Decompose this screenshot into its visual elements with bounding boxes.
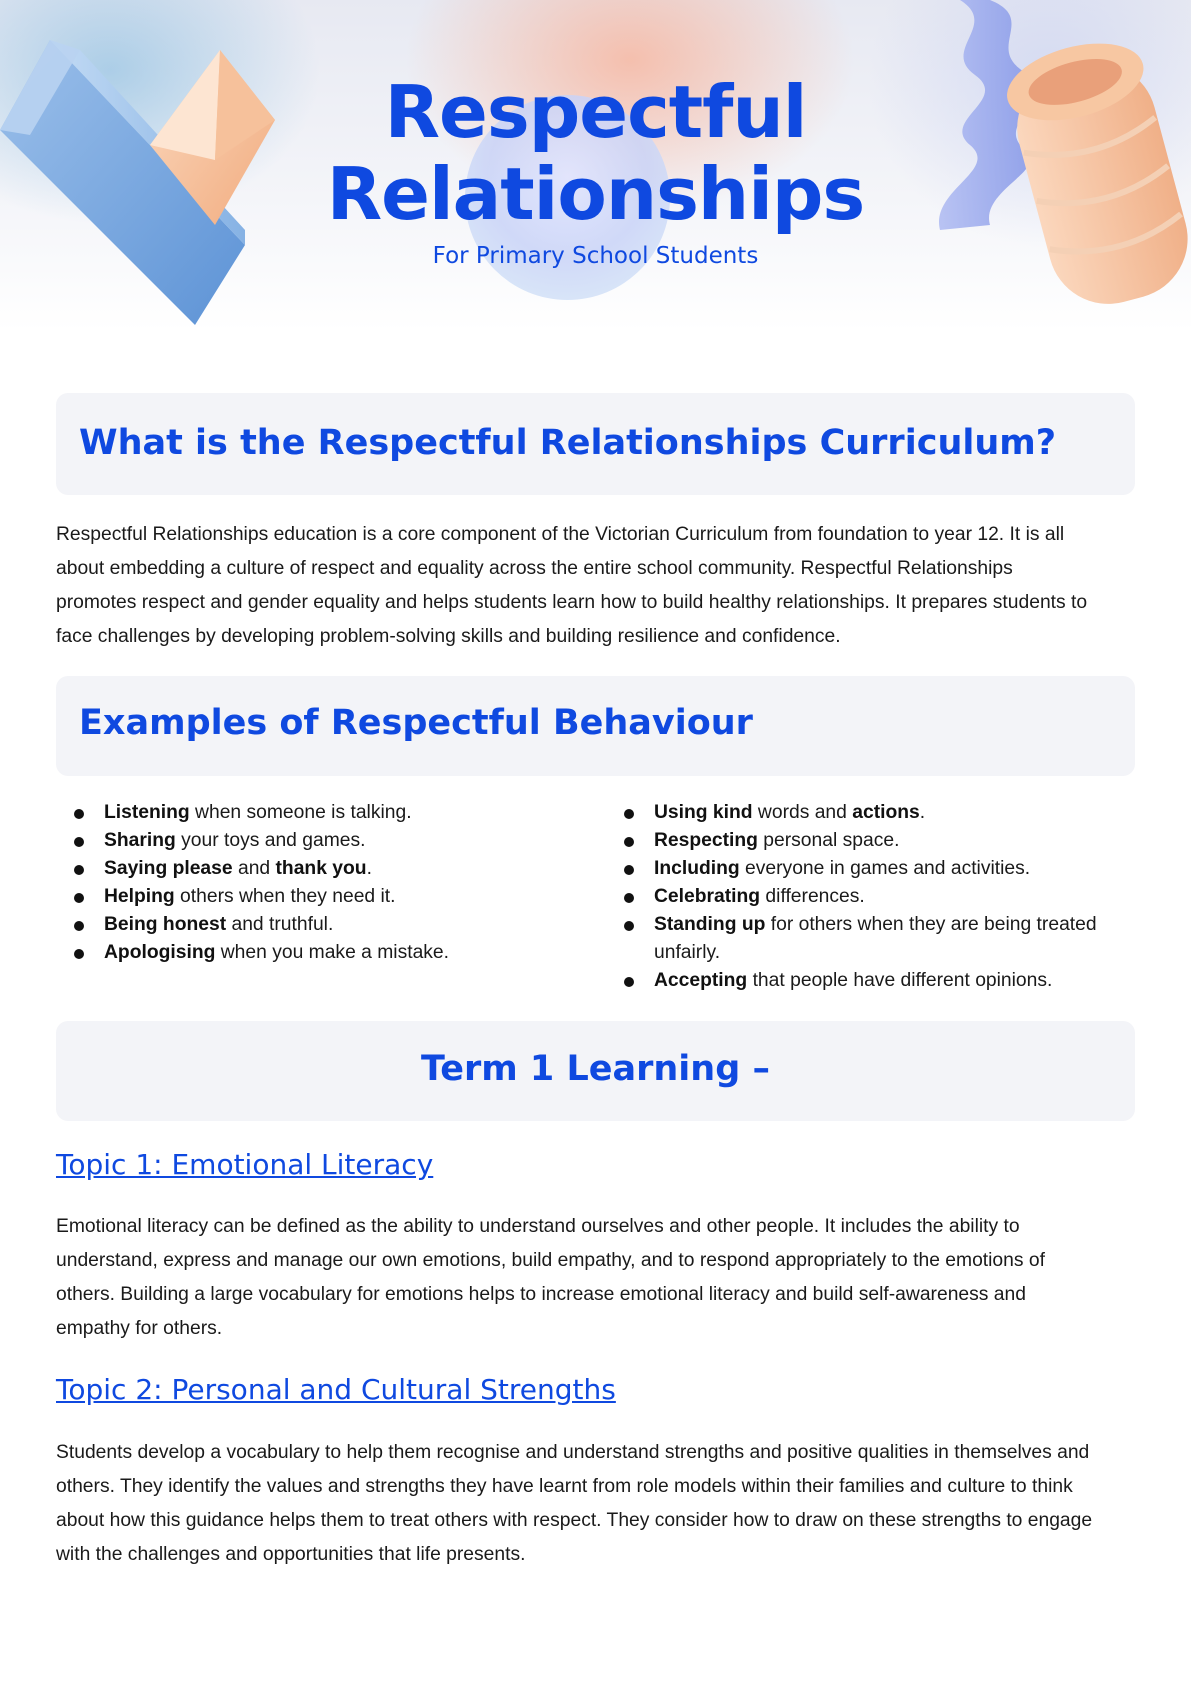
- bullet-icon: [624, 893, 634, 903]
- text-line: others. Building a large vocabulary for emotions helps to increase emotional literacy and build self-awareness and: [56, 1284, 1026, 1305]
- curriculum-paragraph: [56, 518, 1136, 654]
- bullet-icon: [624, 977, 634, 987]
- bullet-icon: [74, 865, 84, 875]
- examples-heading-banner: [56, 676, 1135, 776]
- topic-2-link[interactable]: Topic 2: Personal and Cultural Strengths: [56, 1373, 616, 1406]
- list-item: Accepting that people have different opinions.: [606, 967, 1126, 995]
- bullet-icon: [74, 893, 84, 903]
- list-item: Standing up for others when they are being treated unfairly.: [606, 911, 1126, 967]
- bullet-icon: [624, 865, 634, 875]
- topic-2-paragraph: [56, 1436, 1136, 1572]
- text-line: Students develop a vocabulary to help them recognise and understand strengths and positive qualities in themselves and: [56, 1442, 1090, 1463]
- text-line: Respectful Relationships education is a core component of the Victorian Curriculum from foundation to year 12. It is all: [56, 524, 1065, 545]
- list-item: Using kind words and actions.: [606, 799, 1126, 827]
- bullet-icon: [74, 949, 84, 959]
- list-item: Listening when someone is talking.: [56, 799, 576, 827]
- bullet-icon: [74, 921, 84, 931]
- term-heading-banner: [56, 1021, 1135, 1121]
- text-line: understand, express and manage our own emotions, build empathy, and to respond appropriately to the emotions of: [56, 1250, 1045, 1271]
- text-line: Emotional literacy can be defined as the ability to understand ourselves and other people. It includes the ability to: [56, 1216, 1020, 1237]
- text-line: empathy for others.: [56, 1318, 223, 1339]
- list-item: Including everyone in games and activities.: [606, 855, 1126, 883]
- list-item: Helping others when they need it.: [56, 883, 576, 911]
- topic-1-link[interactable]: Topic 1: Emotional Literacy: [56, 1148, 434, 1181]
- list-item: Apologising when you make a mistake.: [56, 939, 576, 967]
- text-line: about embedding a culture of respect and equality across the entire school community. Respectful Relationships: [56, 558, 1013, 579]
- page-title-line-1: Respectful: [384, 70, 807, 154]
- topic-1-paragraph: [56, 1210, 1136, 1346]
- list-item: Saying please and thank you.: [56, 855, 576, 883]
- bullet-icon: [624, 837, 634, 847]
- hero-header: [0, 0, 1191, 360]
- bullet-icon: [624, 921, 634, 931]
- text-line: face challenges by developing problem-solving skills and building resilience and confidence.: [56, 626, 841, 647]
- page-title-line-2: Relationships: [326, 152, 865, 236]
- text-line: others. They identify the values and strengths they have learnt from role models within their families and culture to think: [56, 1476, 1073, 1497]
- list-item: Sharing your toys and games.: [56, 827, 576, 855]
- text-line: promotes respect and gender equality and helps students learn how to build healthy relationships. It prepares students to: [56, 592, 1088, 613]
- bullet-icon: [74, 809, 84, 819]
- page-subtitle: For Primary School Students: [432, 243, 759, 269]
- list-item: Being honest and truthful.: [56, 911, 576, 939]
- term-heading: Term 1 Learning –: [421, 1049, 770, 1089]
- examples-heading: Examples of Respectful Behaviour: [79, 703, 753, 743]
- list-item: Respecting personal space.: [606, 827, 1126, 855]
- text-line: with the challenges and opportunities that life presents.: [56, 1544, 526, 1565]
- examples-list-left: [56, 799, 576, 967]
- examples-list-right: [606, 799, 1126, 995]
- bullet-icon: [624, 809, 634, 819]
- curriculum-heading-banner: [56, 393, 1135, 495]
- text-line: about how this guidance helps them to treat others with respect. They consider how to draw on these strengths to engage: [56, 1510, 1093, 1531]
- list-item: Celebrating differences.: [606, 883, 1126, 911]
- curriculum-heading: What is the Respectful Relationships Curriculum?: [79, 423, 1057, 463]
- bullet-icon: [74, 837, 84, 847]
